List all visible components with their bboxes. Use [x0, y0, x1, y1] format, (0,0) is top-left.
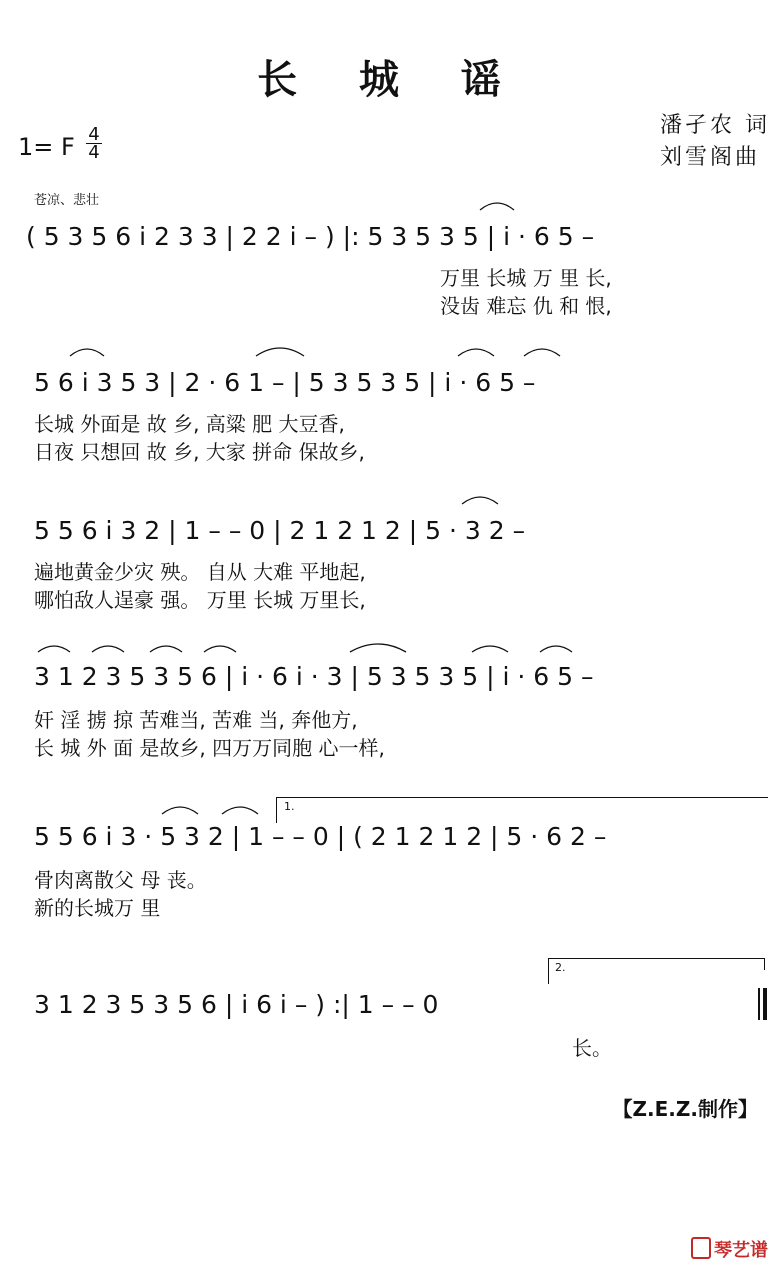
final-barline-thick [763, 988, 767, 1020]
first-ending-number: 1. [284, 800, 295, 813]
time-signature-top: 4 [88, 124, 100, 145]
first-ending-bracket-hook [276, 797, 277, 823]
slur [70, 349, 104, 356]
slur [150, 646, 182, 652]
score-row-5-lyrics-verse2: 新的长城万 里 [34, 896, 161, 920]
score-row-1-lyrics-verse2: 没齿 难忘 仇 和 恨, [440, 294, 612, 318]
slur [256, 348, 304, 356]
site-logo [691, 1236, 768, 1262]
score-row-3-lyrics-verse2: 哪怕敌人逞豪 强。 万里 长城 万里长, [34, 588, 366, 612]
score-row-4-lyrics-verse1: 奸 淫 掳 掠 苦难当, 苦难 当, 奔他方, [34, 708, 358, 732]
first-ending-bracket [276, 797, 768, 798]
score-row-2-notes: 5 6 i 3 5 3 | 2 · 6 1 – | 5 3 5 3 5 | i · 6 5 – [34, 368, 536, 397]
second-ending-bracket-end [764, 958, 765, 970]
logo-icon [691, 1237, 711, 1259]
time-signature [86, 126, 102, 161]
slur [462, 497, 498, 504]
score-row-5-lyrics-verse1: 骨肉离散父 母 丧。 [34, 868, 207, 892]
second-ending-bracket [548, 958, 764, 959]
tempo-marking: 苍凉、悲壮 [34, 193, 100, 208]
key-signature: 1= F [18, 133, 75, 161]
slur [458, 349, 494, 356]
score-row-6-lyrics-verse1: 长。 [572, 1036, 612, 1060]
logo-text: 琴艺谱 [714, 1240, 768, 1261]
score-row-1-lyrics-verse1: 万里 长城 万 里 长, [440, 266, 612, 290]
score-row-2-lyrics-verse2: 日夜 只想回 故 乡, 大家 拼命 保故乡, [34, 440, 365, 464]
slur [472, 646, 508, 652]
score-row-3-lyrics-verse1: 遍地黄金少灾 殃。 自从 大难 平地起, [34, 560, 366, 584]
slur [38, 646, 70, 652]
slur [350, 644, 406, 652]
score-row-2-lyrics-verse1: 长城 外面是 故 乡, 高粱 肥 大豆香, [34, 412, 345, 436]
slur [92, 646, 124, 652]
score-row-4-notes: 3 1 2 3 5 3 5 6 | i · 6 i · 3 | 5 3 5 3 5 | i · 6 5 – [34, 662, 594, 691]
second-ending-number: 2. [555, 961, 566, 974]
slur [524, 349, 560, 356]
score-row-1-notes: ( 5 3 5 6 i 2 3 3 | 2 2 i – ) |: 5 3 5 3 5 | i · 6 5 – [26, 222, 595, 251]
final-barline-thin [758, 988, 760, 1020]
maker-credit: 【Z.E.Z.制作】 [612, 1097, 758, 1121]
score-row-6-notes: 3 1 2 3 5 3 5 6 | i 6 i – ) :| 1 – – 0 [34, 990, 439, 1019]
slur [204, 646, 236, 652]
slur [540, 646, 572, 652]
second-ending-bracket-hook [548, 958, 549, 984]
score-row-3-notes: 5 5 6 i 3 2 | 1 – – 0 | 2 1 2 1 2 | 5 · 3 2 – [34, 516, 526, 545]
time-signature-bottom: 4 [86, 143, 102, 161]
page-title: 长 城 谣 [257, 57, 525, 103]
score-row-4-lyrics-verse2: 长 城 外 面 是故乡, 四万万同胞 心一样, [34, 736, 385, 760]
composer-credit: 刘雪阁曲 [660, 145, 761, 170]
lyricist-credit: 潘孑农 词 [660, 113, 770, 138]
slur [480, 203, 514, 210]
score-row-5-notes: 5 5 6 i 3 · 5 3 2 | 1 – – 0 | ( 2 1 2 1 2 | 5 · 6 2 – [34, 822, 607, 851]
slur [222, 807, 258, 814]
slur [162, 807, 198, 814]
